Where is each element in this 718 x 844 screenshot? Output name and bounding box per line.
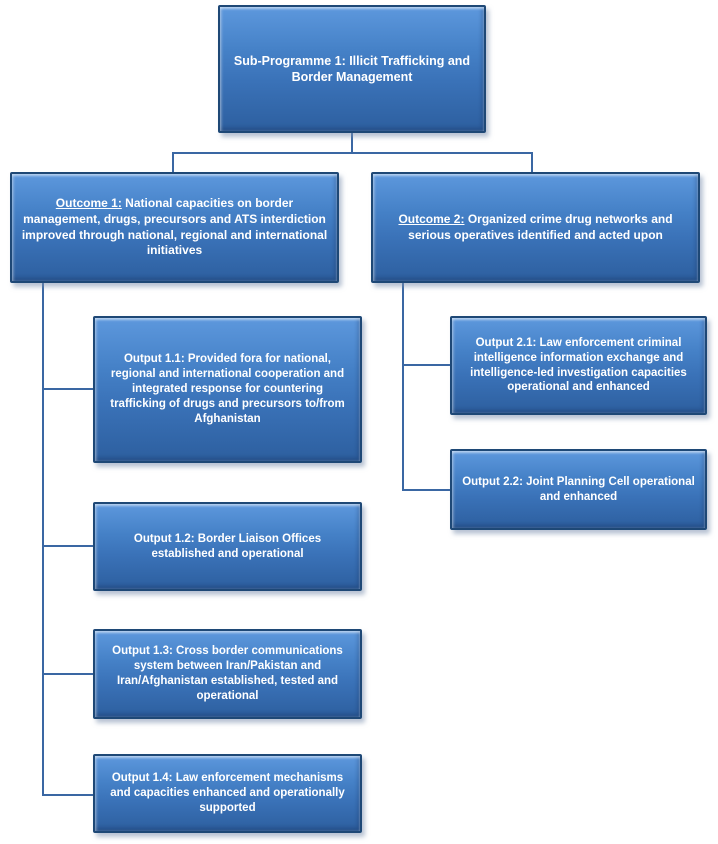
node-output-1-4-text (104, 771, 351, 816)
connector-root-stem (351, 133, 353, 154)
connector-branch-output-2-2 (402, 489, 450, 491)
connector-branch-output-1-3 (42, 673, 93, 675)
node-outcome-1-body: National capacities on border management, drugs, precursors and ATS interdiction improved through national, regional and international initiatives (21, 195, 328, 258)
node-output-1-2-label: Output 1.2: (133, 532, 195, 545)
node-output-2-1-text (461, 336, 696, 396)
node-outcome-2-text (382, 212, 689, 244)
node-output-1-3-label: Output 1.3: (112, 645, 173, 658)
node-outcome-1-label: Outcome 1: (55, 195, 122, 210)
connector-outcomes-horizontal (172, 152, 533, 154)
node-output-1-4-label: Output 1.4: (111, 772, 173, 785)
node-output-1-4 (93, 754, 362, 833)
connector-branch-output-1-1 (42, 388, 93, 390)
node-output-1-3 (93, 629, 362, 719)
node-outcome-2-body: Organized crime drug networks and serious operatives identified and acted upon (408, 211, 673, 242)
node-output-2-1-label: Output 2.1: (475, 336, 537, 349)
node-output-1-1-body: Provided fora for national, regional and international cooperation and integrated response for countering trafficking of drugs and precursors to/from Afghanistan (110, 353, 345, 425)
node-output-1-1-label: Output 1.1: (123, 353, 185, 366)
node-outcome-2 (371, 172, 700, 283)
node-output-1-3-body: Cross border communications system between Iran/Pakistan and Iran/Afghanistan established, tested and operational (116, 645, 343, 702)
connector-outcome1-trunk (42, 283, 44, 796)
connector-branch-output-1-2 (42, 545, 93, 547)
connector-outcome2-drop (531, 152, 533, 172)
node-output-2-2-text (461, 475, 696, 505)
node-output-1-4-body: Law enforcement mechanisms and capacities enhanced and operationally supported (110, 772, 345, 814)
node-output-1-3-text (104, 644, 351, 704)
connector-outcome1-drop (172, 152, 174, 172)
connector-branch-output-2-1 (402, 364, 450, 366)
node-output-2-2-label: Output 2.2: (462, 475, 523, 488)
node-output-2-2 (450, 449, 707, 530)
node-output-2-1 (450, 316, 707, 415)
node-output-1-2 (93, 502, 362, 591)
connector-outcome2-trunk (402, 283, 404, 491)
node-outcome-1-text (21, 196, 328, 259)
node-output-1-1 (93, 316, 362, 463)
node-sub-programme-1 (218, 5, 486, 133)
node-outcome-1 (10, 172, 339, 283)
node-output-1-2-text (104, 532, 351, 562)
node-output-1-1-text (104, 352, 351, 427)
node-sub-programme-1-text: Sub-Programme 1: Illicit Trafficking and Border Management (233, 53, 471, 84)
node-output-2-1-body: Law enforcement criminal intelligence information exchange and intelligence-led investigation capacities operational and enhanced (470, 336, 687, 394)
node-outcome-2-label: Outcome 2: (398, 211, 465, 226)
connector-branch-output-1-4 (42, 794, 93, 796)
node-output-1-2-body: Border Liaison Offices established and operational (151, 532, 322, 560)
node-output-2-2-body: Joint Planning Cell operational and enhanced (526, 475, 695, 503)
